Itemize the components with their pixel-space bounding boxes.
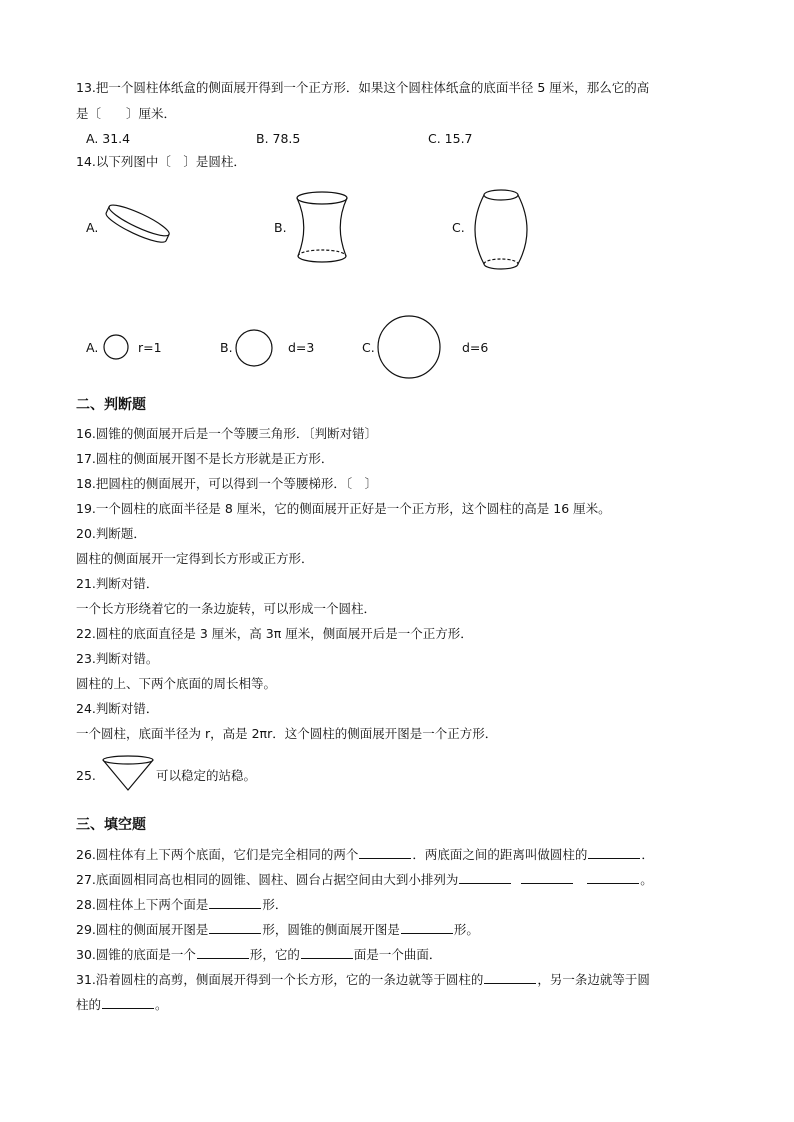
q14-label-c: C. bbox=[452, 220, 465, 235]
q15-value-a: r=1 bbox=[138, 340, 162, 355]
q19-text: 19.一个圆柱的底面半径是 8 厘米，它的侧面展开正好是一个正方形，这个圆柱的高是 16 厘米。 bbox=[76, 501, 611, 516]
blank-input[interactable] bbox=[588, 846, 640, 859]
section-judge-heading: 二、判断题 bbox=[76, 397, 146, 413]
q13-option-c: C. 15.7 bbox=[428, 131, 473, 146]
blank-input[interactable] bbox=[301, 946, 353, 959]
q15-value-c: d=6 bbox=[462, 340, 489, 355]
q23-statement: 圆柱的上、下两个底面的周长相等。 bbox=[76, 676, 277, 691]
flat-cylinder-figure bbox=[100, 200, 175, 250]
q26-text: 26.圆柱体有上下两个底面，它们是完全相同的两个 ．两底面之间的距离叫做圆柱的 ． bbox=[76, 847, 654, 862]
q25-number: 25. bbox=[76, 768, 96, 783]
barrel-figure bbox=[470, 186, 532, 274]
q15-label-a: A. bbox=[86, 340, 99, 355]
q15-label-c: C. bbox=[362, 340, 375, 355]
blank-input[interactable] bbox=[209, 921, 261, 934]
q25-text: 可以稳定的站稳。 bbox=[156, 768, 257, 783]
q13-option-a: A. 31.4 bbox=[86, 131, 131, 146]
q31-line2: 柱的 。 bbox=[76, 997, 168, 1012]
blank-input[interactable] bbox=[401, 921, 453, 934]
q24-statement: 一个圆柱，底面半径为 r，高是 2πr．这个圆柱的侧面展开图是一个正方形． bbox=[76, 726, 498, 741]
q24-text: 24.判断对错． bbox=[76, 701, 159, 716]
q16-text: 16.圆锥的侧面展开后是一个等腰三角形．〔判断对错〕 bbox=[76, 426, 378, 441]
blank-input[interactable] bbox=[209, 896, 261, 909]
q21-statement: 一个长方形绕着它的一条边旋转，可以形成一个圆柱． bbox=[76, 601, 377, 616]
concave-cylinder-figure bbox=[292, 190, 352, 265]
q18-text: 18.把圆柱的侧面展开，可以得到一个等腰梯形．〔 〕 bbox=[76, 476, 378, 491]
q14-label-b: B. bbox=[274, 220, 287, 235]
q14-text: 14.以下列图中〔 〕是圆柱． bbox=[76, 154, 246, 169]
q27-text: 27.底面圆相同高也相同的圆锥、圆柱、圆台占据空间由大到小排列为 。 bbox=[76, 872, 653, 887]
q22-text: 22.圆柱的底面直径是 3 厘米，高 3π 厘米，侧面展开后是一个正方形． bbox=[76, 626, 473, 641]
blank-input[interactable] bbox=[102, 996, 154, 1009]
q15-value-b: d=3 bbox=[288, 340, 315, 355]
q13-line1: 13.把一个圆柱体纸盒的侧面展开得到一个正方形．如果这个圆柱体纸盒的底面半径 5 厘米，那么它的高 bbox=[76, 80, 650, 95]
q15-label-b: B. bbox=[220, 340, 233, 355]
circle-small-figure bbox=[102, 333, 130, 361]
q21-text: 21.判断对错． bbox=[76, 576, 159, 591]
blank-input[interactable] bbox=[359, 846, 411, 859]
section-fill-heading: 三、填空题 bbox=[76, 817, 146, 833]
q20-text: 20.判断题． bbox=[76, 526, 146, 541]
q28-text: 28.圆柱体上下两个面是 形． bbox=[76, 897, 288, 912]
blank-input[interactable] bbox=[484, 971, 536, 984]
circle-medium-figure bbox=[234, 328, 274, 368]
inverted-cone-figure bbox=[100, 754, 156, 794]
q23-text: 23.判断对错。 bbox=[76, 651, 159, 666]
q31-line1: 31.沿着圆柱的高剪，侧面展开得到一个长方形，它的一条边就等于圆柱的 ，另一条边就等于圆 bbox=[76, 972, 650, 987]
q30-text: 30.圆锥的底面是一个 形，它的 面是一个曲面． bbox=[76, 947, 442, 962]
q13-line2: 是〔 〕厘米． bbox=[76, 106, 177, 121]
q13-option-b: B. 78.5 bbox=[256, 131, 301, 146]
blank-input[interactable] bbox=[197, 946, 249, 959]
q29-text: 29.圆柱的侧面展开图是 形，圆锥的侧面展开图是 形。 bbox=[76, 922, 479, 937]
q17-text: 17.圆柱的侧面展开图不是长方形就是正方形． bbox=[76, 451, 334, 466]
blank-input[interactable] bbox=[587, 871, 639, 884]
blank-input[interactable] bbox=[521, 871, 573, 884]
blank-input[interactable] bbox=[459, 871, 511, 884]
q14-label-a: A. bbox=[86, 220, 99, 235]
q20-statement: 圆柱的侧面展开一定得到长方形或正方形． bbox=[76, 551, 314, 566]
circle-large-figure bbox=[376, 314, 442, 380]
